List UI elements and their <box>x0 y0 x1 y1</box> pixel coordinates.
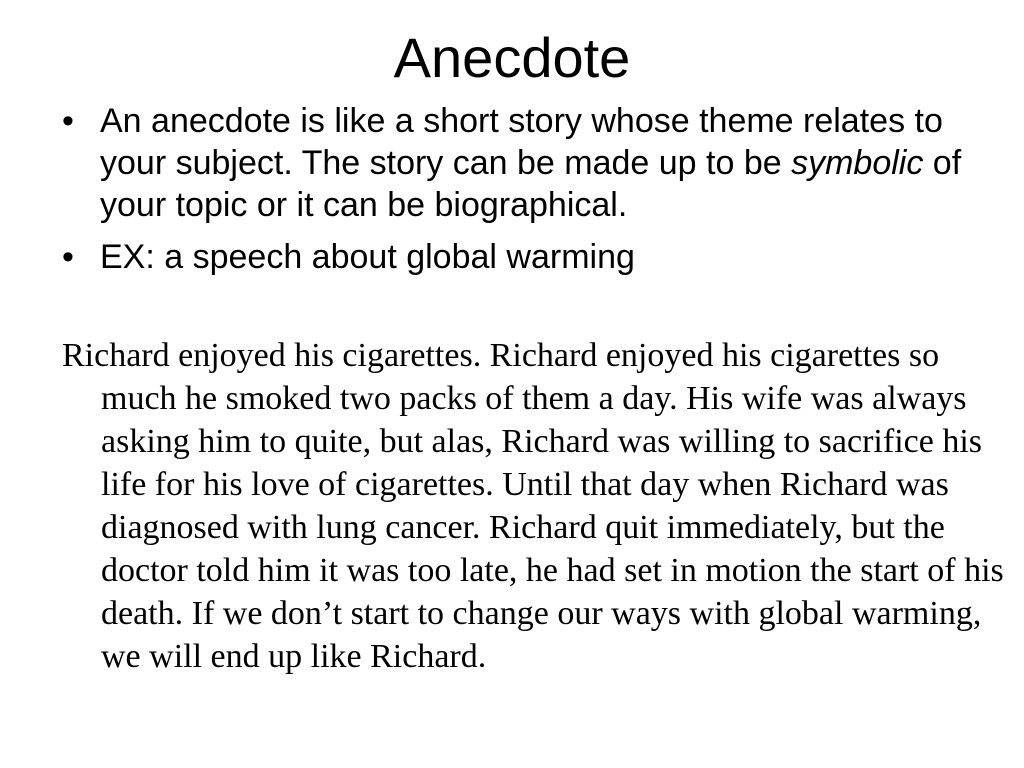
bullet-item-example <box>62 236 962 278</box>
bullet-marker: • <box>62 238 74 276</box>
emphasis-symbolic: symbolic <box>791 144 924 182</box>
bullet-text-start: An anecdote is like a short story whose theme relates to your subject. The story can be made up to be <box>100 102 943 182</box>
bullet-marker: • <box>62 102 74 140</box>
bullet-text: EX: a speech about global warming <box>100 238 635 276</box>
slide-title: Anecdote <box>393 26 631 89</box>
bullet-item-definition <box>62 100 962 226</box>
bullet-list <box>62 100 962 288</box>
anecdote-story: Richard enjoyed his cigarettes. Richard enjoyed his cigarettes so much he smoked two packs of them a day. His wife was always asking him to quite, but alas, Richard was willing to sacrifice his life for his love of cigarettes. Until that day when Richard was diagnosed with lung cancer. Richard quit immediately, but the doctor told him it was too late, he had set in motion the start of his death. If we don’t start to change our ways with global warming, we will end up like Richard. <box>62 337 1004 675</box>
bullet-text-end: of your topic or it can be biographical. <box>100 144 962 224</box>
